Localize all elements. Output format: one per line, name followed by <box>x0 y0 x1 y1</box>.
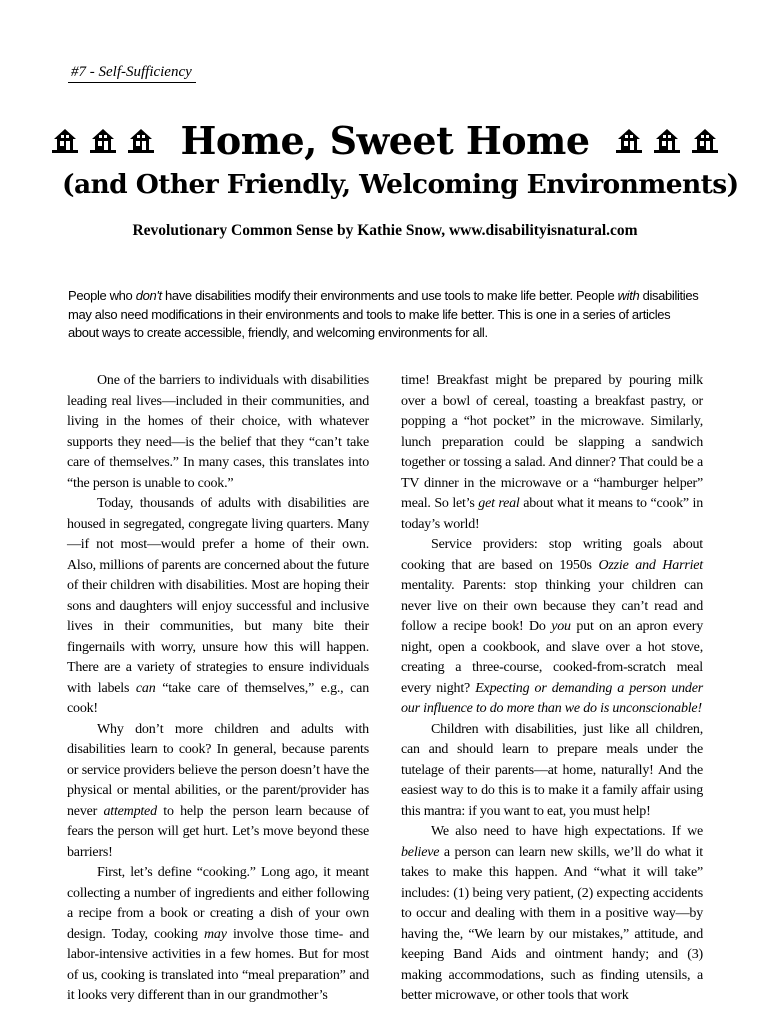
house-icon <box>128 127 154 153</box>
intro-text: have disabilities modify their environments and use tools to make life better. People <box>161 288 618 303</box>
body-paragraph: Children with disabilities, just like all children, can and should learn to prepare meals under the tutelage of their parents—at home, naturally! And the easiest way to do this is to make it a family affair using this mantra: if you want to eat, you must help! <box>401 721 703 819</box>
body-emphasis: get real <box>478 496 520 511</box>
house-icon <box>90 127 116 153</box>
intro-text: People who <box>68 288 136 303</box>
body-text: to help the person learn because of fears the person will get hurt. Let’s move beyond these barriers! <box>67 803 370 860</box>
body-paragraph: One of the barriers to individuals with disabilities leading real lives—included in their communities, and living in the homes of their choice, with whatever supports they need—is the belief that they “can’t take care of themselves.” In many cases, this translates into “the person is unable to cook.” <box>67 373 369 491</box>
body-text: We also need to have high expectations. If we <box>431 824 703 839</box>
body-text: put on an apron every night, open a cookbook, and slave over a hot stove, creating a three-course, cooked-from-scratch meal every night? <box>401 619 703 696</box>
body-paragraph <box>67 720 369 864</box>
body-text: a person can learn new skills, we’ll do what it takes to make this happen. And “what it will take” includes: (1) being very patient, (2) expecting accidents to occur and dealing with them in a positive way—by having the, “We learn by our mistakes,” attitude, and keeping Band Aids and ointment handy; and (3) making accommodations, such as finding utensils, a better microwave, or other tools that work <box>401 844 703 1003</box>
body-paragraph <box>401 822 703 1007</box>
body-text: involve those time- and labor-intensive activities in a few homes. But for most of us, cooking is translated into “meal preparation” and it looks very different than in our grandmother’s <box>67 926 369 1003</box>
body-column-right <box>401 371 703 1007</box>
house-icon <box>616 127 642 153</box>
series-label: #7 - Self-Sufficiency <box>68 64 196 83</box>
intro-emphasis: with <box>617 288 640 303</box>
body-text: Service providers: stop writing goals about cooking that are based on 1950s <box>401 537 703 573</box>
body-text: Why don’t more children and adults with disabilities learn to cook? In general, because parents or service providers believe the person doesn’t have the physical or mental abilities, or the parent/provider has never <box>67 721 369 819</box>
intro-paragraph <box>68 287 704 343</box>
house-icons-right <box>616 127 718 153</box>
body-text: mentality. Parents: stop thinking your children can never live on their own because they can’t read and follow a recipe book! Do <box>401 578 703 634</box>
page-subtitle: (and Other Friendly, Welcoming Environments) <box>62 169 739 200</box>
house-icon <box>52 127 78 153</box>
body-paragraph <box>401 371 703 535</box>
body-emphasis: Ozzie and Harriet <box>598 557 703 573</box>
body-emphasis: can <box>135 680 156 696</box>
house-icon <box>692 127 718 153</box>
body-text: First, let’s define “cooking.” Long ago, it meant collecting a number of ingredients and either following a recipe from a book or creating a dish of your own design. Today, cooking <box>67 865 369 942</box>
body-emphasis: attempted <box>103 803 157 819</box>
byline: Revolutionary Common Sense by Kathie Snow, www.disabilityisnatural.com <box>132 222 638 239</box>
body-emphasis: you <box>551 619 571 634</box>
body-emphasis: Expecting or demanding a person under our influence to do more than we do is unconscionable! <box>401 680 703 716</box>
intro-emphasis: don't <box>135 288 162 303</box>
body-text: time! Breakfast might be prepared by pouring milk over a bowl of cereal, toasting a breakfast pastry, or popping a “hot pocket” in the microwave. Similarly, lunch preparation could be slapping a sandwich together or tossing a salad. And dinner? That could be a TV dinner in the microwave or a “hamburger helper” meal. So let’s <box>401 373 703 511</box>
house-icon <box>654 127 680 153</box>
body-paragraph <box>401 535 703 720</box>
body-emphasis: believe <box>401 844 440 860</box>
body-column-left <box>67 371 369 1007</box>
house-icons-left <box>52 127 154 153</box>
page-title: Home, Sweet Home <box>180 117 590 163</box>
body-text: about what it means to “cook” in today’s world! <box>401 496 703 532</box>
intro-text: disabilities may also need modifications in their environments and tools to make life better. This is one in a series of articles about ways to create accessible, friendly, and welcoming environments for all. <box>68 288 699 340</box>
title-row <box>64 114 706 166</box>
body-paragraph <box>67 863 369 1007</box>
body-text: Today, thousands of adults with disabilities are housed in segregated, congregate living quarters. Many—if not most—would prefer a home of their own. Also, millions of parents are concerned about the future of their children with disabilities. Most are hoping their sons and daughters will enjoy successful and inclusive lives in their communities, but many bite their fingernails with worry, unsure how this will happen. There are a variety of strategies to ensure individuals with labels <box>67 496 369 696</box>
body-emphasis: may <box>204 926 227 942</box>
body-paragraph <box>67 494 369 720</box>
body-text: “take care of themselves,” e.g., can cook! <box>67 680 369 716</box>
